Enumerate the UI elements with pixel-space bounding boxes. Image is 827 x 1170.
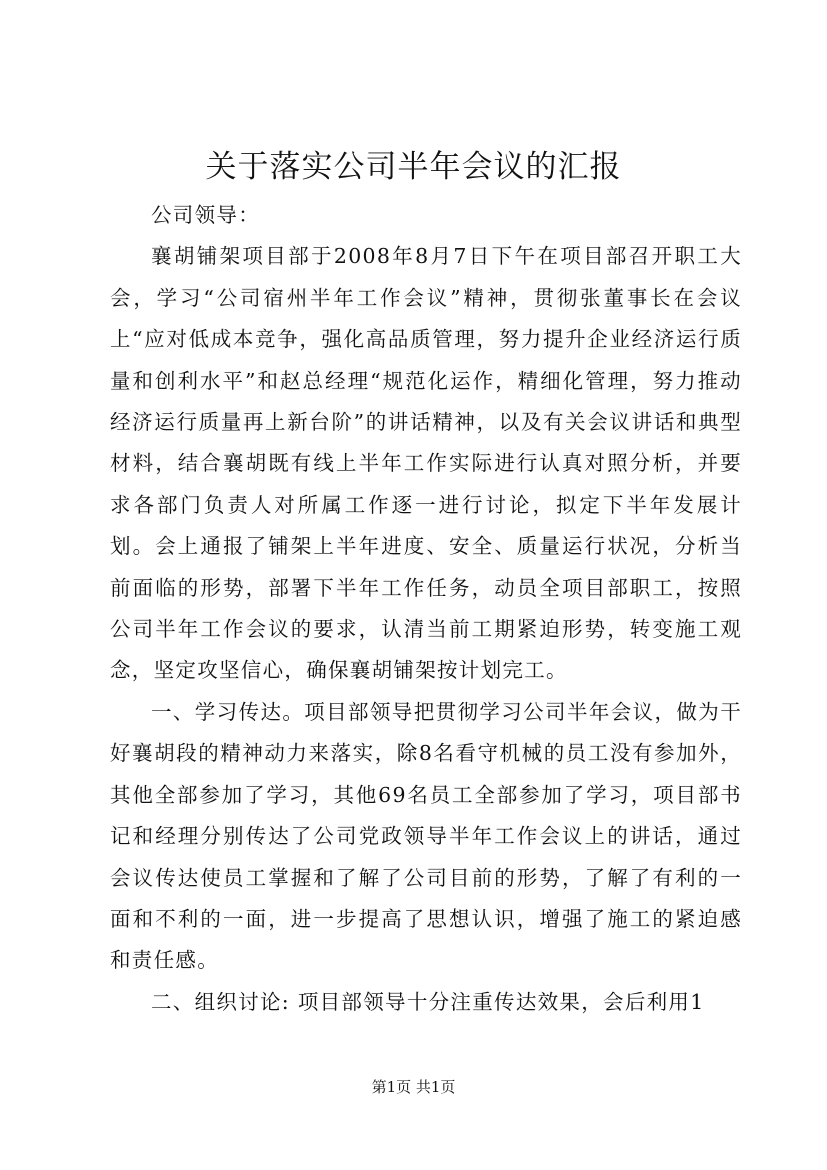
paragraph-intro: 襄胡铺架项目部于2008年8月7日下午在项目部召开职工大会，学习“公司宿州半年工作会议”精神，贯彻张董事长在会议上“应对低成本竞争，强化高品质管理，努力提升企业经济运行质量和创利水平”和赵总经理“规范化运作，精细化管理，努力推动经济运行质量再上新台阶”的讲话精神，以及有关会议讲话和典型材料，结合襄胡既有线上半年工作实际进行认真对照分析，并要求各部门负责人对所属工作逐一进行讨论，拟定下半年发展计划。会上通报了铺架上半年进度、安全、质量运行状况，分析当前面临的形势，部署下半年工作任务，动员全项目部职工，按照公司半年工作会议的要求，认清当前工期紧迫形势，转变施工观念，坚定攻坚信心，确保襄胡铺架按计划完工。 bbox=[110, 244, 742, 683]
document-title: 关于落实公司半年会议的汇报 bbox=[205, 149, 622, 185]
paragraph-organize-discussion: 二、组织讨论: 项目部领导十分注重传达效果，会后利用1 bbox=[151, 989, 705, 1014]
paragraph-study-convey: 一、学习传达。项目部领导把贯彻学习公司半年会议，做为干好襄胡段的精神动力来落实，除8名看守机械的员工没有参加外，其他全部参加了学习，其他69名员工全部参加了学习，项目部书记和经理分别传达了公司党政领导半年工作会议上的讲话，通过会议传达使员工掌握和了解了公司目前的形势，了解了有利的一面和不利的一面，进一步提高了思想认识，增强了施工的紧迫感和责任感。 bbox=[110, 699, 742, 973]
document-body bbox=[110, 195, 742, 1023]
page-number-footer: 第1页 共1页 bbox=[371, 1078, 456, 1096]
salutation: 公司领导： bbox=[151, 203, 260, 227]
